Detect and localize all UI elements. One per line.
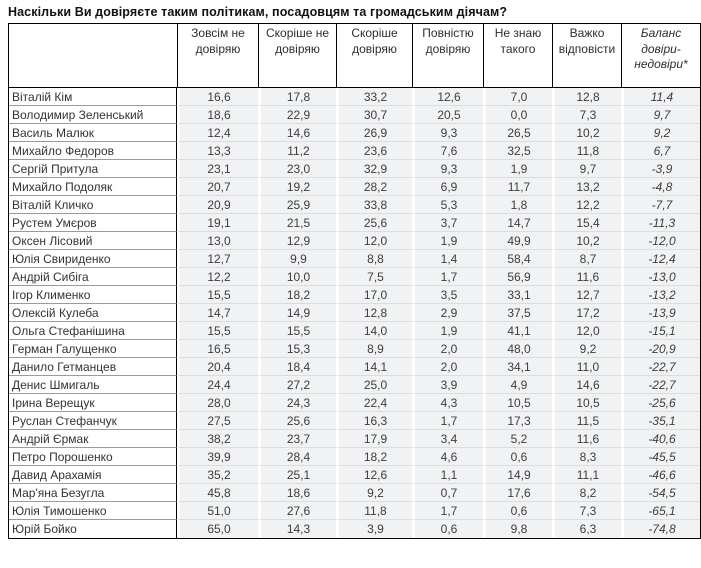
value-cell: 24,3 — [258, 394, 336, 412]
value-cell: 11,1 — [552, 466, 621, 484]
balance-cell: -74,8 — [621, 520, 700, 538]
balance-cell: -45,5 — [621, 448, 700, 466]
politician-name-cell: Данило Гетманцев — [9, 358, 177, 376]
value-cell: 12,8 — [336, 304, 412, 322]
value-cell: 51,0 — [177, 502, 258, 520]
value-cell: 12,2 — [177, 268, 258, 286]
value-cell: 7,5 — [336, 268, 412, 286]
column-header-rather-no-trust: Скоріше не довіряю — [258, 24, 336, 88]
value-cell: 10,5 — [483, 394, 552, 412]
value-cell: 8,7 — [552, 250, 621, 268]
value-cell: 12,6 — [412, 88, 483, 106]
balance-cell: -25,6 — [621, 394, 700, 412]
value-cell: 14,7 — [483, 214, 552, 232]
value-cell: 12,7 — [552, 286, 621, 304]
table-row — [9, 124, 700, 142]
value-cell: 10,0 — [258, 268, 336, 286]
value-cell: 2,9 — [412, 304, 483, 322]
value-cell: 9,2 — [552, 340, 621, 358]
balance-cell: -22,7 — [621, 376, 700, 394]
table-row — [9, 376, 700, 394]
balance-cell: -13,2 — [621, 286, 700, 304]
value-cell: 11,5 — [552, 412, 621, 430]
value-cell: 1,7 — [412, 502, 483, 520]
value-cell: 15,4 — [552, 214, 621, 232]
value-cell: 3,9 — [336, 520, 412, 538]
politician-name-cell: Андрій Єрмак — [9, 430, 177, 448]
value-cell: 4,9 — [483, 376, 552, 394]
table-row — [9, 106, 700, 124]
value-cell: 19,2 — [258, 178, 336, 196]
value-cell: 1,4 — [412, 250, 483, 268]
value-cell: 30,7 — [336, 106, 412, 124]
value-cell: 18,6 — [258, 484, 336, 502]
value-cell: 2,0 — [412, 358, 483, 376]
value-cell: 21,5 — [258, 214, 336, 232]
value-cell: 27,6 — [258, 502, 336, 520]
politician-name-cell: Віталій Кім — [9, 88, 177, 106]
politician-name-cell: Сергій Притула — [9, 160, 177, 178]
column-header-trust-balance: Баланс довіри-недовіри* — [621, 24, 700, 88]
value-cell: 1,9 — [483, 160, 552, 178]
value-cell: 9,2 — [336, 484, 412, 502]
value-cell: 20,9 — [177, 196, 258, 214]
value-cell: 20,7 — [177, 178, 258, 196]
table-row — [9, 358, 700, 376]
balance-cell: -22,7 — [621, 358, 700, 376]
value-cell: 12,6 — [336, 466, 412, 484]
value-cell: 11,2 — [258, 142, 336, 160]
balance-cell: -13,9 — [621, 304, 700, 322]
value-cell: 19,1 — [177, 214, 258, 232]
politician-name-cell: Руслан Стефанчук — [9, 412, 177, 430]
value-cell: 7,6 — [412, 142, 483, 160]
value-cell: 16,6 — [177, 88, 258, 106]
politician-name-cell: Василь Малюк — [9, 124, 177, 142]
value-cell: 5,2 — [483, 430, 552, 448]
value-cell: 45,8 — [177, 484, 258, 502]
value-cell: 13,3 — [177, 142, 258, 160]
value-cell: 34,1 — [483, 358, 552, 376]
column-header-dont-know: Не знаю такого — [483, 24, 552, 88]
table-row — [9, 250, 700, 268]
value-cell: 65,0 — [177, 520, 258, 538]
value-cell: 48,0 — [483, 340, 552, 358]
value-cell: 26,9 — [336, 124, 412, 142]
table-row — [9, 466, 700, 484]
value-cell: 22,4 — [336, 394, 412, 412]
politician-name-cell: Юлія Свириденко — [9, 250, 177, 268]
column-header-no-trust-at-all: Зовсім не довіряю — [177, 24, 258, 88]
value-cell: 18,2 — [258, 286, 336, 304]
balance-cell: -54,5 — [621, 484, 700, 502]
value-cell: 33,2 — [336, 88, 412, 106]
politician-name-cell: Михайло Федоров — [9, 142, 177, 160]
value-cell: 17,0 — [336, 286, 412, 304]
balance-cell: -7,7 — [621, 196, 700, 214]
politician-name-cell: Денис Шмигаль — [9, 376, 177, 394]
table-row — [9, 178, 700, 196]
value-cell: 35,2 — [177, 466, 258, 484]
balance-cell: -12,0 — [621, 232, 700, 250]
table-row — [9, 412, 700, 430]
table-row — [9, 340, 700, 358]
politician-name-cell: Андрій Сибіга — [9, 268, 177, 286]
politician-name-cell: Давид Арахамія — [9, 466, 177, 484]
value-cell: 1,9 — [412, 322, 483, 340]
value-cell: 17,3 — [483, 412, 552, 430]
value-cell: 23,7 — [258, 430, 336, 448]
value-cell: 16,5 — [177, 340, 258, 358]
value-cell: 39,9 — [177, 448, 258, 466]
value-cell: 0,7 — [412, 484, 483, 502]
politician-name-cell: Ірина Верещук — [9, 394, 177, 412]
value-cell: 1,7 — [412, 412, 483, 430]
value-cell: 12,2 — [552, 196, 621, 214]
value-cell: 14,0 — [336, 322, 412, 340]
value-cell: 11,6 — [552, 430, 621, 448]
value-cell: 25,6 — [258, 412, 336, 430]
value-cell: 3,9 — [412, 376, 483, 394]
politician-name-cell: Михайло Подоляк — [9, 178, 177, 196]
value-cell: 27,5 — [177, 412, 258, 430]
value-cell: 10,2 — [552, 232, 621, 250]
value-cell: 18,4 — [258, 358, 336, 376]
value-cell: 14,9 — [483, 466, 552, 484]
value-cell: 15,3 — [258, 340, 336, 358]
value-cell: 7,0 — [483, 88, 552, 106]
value-cell: 20,5 — [412, 106, 483, 124]
value-cell: 17,9 — [336, 430, 412, 448]
table-row — [9, 286, 700, 304]
value-cell: 12,0 — [336, 232, 412, 250]
balance-cell: -46,6 — [621, 466, 700, 484]
value-cell: 12,7 — [177, 250, 258, 268]
value-cell: 18,6 — [177, 106, 258, 124]
header-row — [9, 24, 700, 88]
value-cell: 4,3 — [412, 394, 483, 412]
balance-cell: -40,6 — [621, 430, 700, 448]
value-cell: 28,4 — [258, 448, 336, 466]
value-cell: 9,3 — [412, 160, 483, 178]
value-cell: 33,1 — [483, 286, 552, 304]
value-cell: 26,5 — [483, 124, 552, 142]
value-cell: 23,0 — [258, 160, 336, 178]
politician-name-cell: Юрій Бойко — [9, 520, 177, 538]
value-cell: 1,9 — [412, 232, 483, 250]
value-cell: 4,6 — [412, 448, 483, 466]
value-cell: 33,8 — [336, 196, 412, 214]
value-cell: 27,2 — [258, 376, 336, 394]
value-cell: 11,8 — [336, 502, 412, 520]
table-row — [9, 430, 700, 448]
column-header-rather-trust: Скоріше довіряю — [336, 24, 412, 88]
value-cell: 9,8 — [483, 520, 552, 538]
value-cell: 11,0 — [552, 358, 621, 376]
value-cell: 41,1 — [483, 322, 552, 340]
value-cell: 7,3 — [552, 106, 621, 124]
value-cell: 2,0 — [412, 340, 483, 358]
politician-name-cell: Юлія Тимошенко — [9, 502, 177, 520]
value-cell: 32,9 — [336, 160, 412, 178]
value-cell: 22,9 — [258, 106, 336, 124]
value-cell: 11,6 — [552, 268, 621, 286]
page-title: Наскільки Ви довіряєте таким політикам, посадовцям та громадським діячам? — [8, 5, 508, 19]
value-cell: 7,3 — [552, 502, 621, 520]
table-row — [9, 268, 700, 286]
value-cell: 12,0 — [552, 322, 621, 340]
value-cell: 11,7 — [483, 178, 552, 196]
value-cell: 56,9 — [483, 268, 552, 286]
politician-name-cell: Олексій Кулеба — [9, 304, 177, 322]
value-cell: 25,9 — [258, 196, 336, 214]
value-cell: 28,2 — [336, 178, 412, 196]
balance-cell: -13,0 — [621, 268, 700, 286]
value-cell: 8,3 — [552, 448, 621, 466]
value-cell: 6,9 — [412, 178, 483, 196]
value-cell: 14,3 — [258, 520, 336, 538]
politician-name-cell: Ігор Клименко — [9, 286, 177, 304]
value-cell: 3,4 — [412, 430, 483, 448]
value-cell: 8,9 — [336, 340, 412, 358]
value-cell: 14,1 — [336, 358, 412, 376]
value-cell: 0,6 — [412, 520, 483, 538]
value-cell: 25,6 — [336, 214, 412, 232]
value-cell: 12,4 — [177, 124, 258, 142]
politician-name-cell: Герман Галущенко — [9, 340, 177, 358]
balance-cell: -4,8 — [621, 178, 700, 196]
balance-cell: 11,4 — [621, 88, 700, 106]
value-cell: 17,2 — [552, 304, 621, 322]
value-cell: 5,3 — [412, 196, 483, 214]
balance-cell: -65,1 — [621, 502, 700, 520]
value-cell: 1,8 — [483, 196, 552, 214]
table-row — [9, 322, 700, 340]
value-cell: 17,8 — [258, 88, 336, 106]
value-cell: 3,5 — [412, 286, 483, 304]
politician-name-cell: Мар'яна Безугла — [9, 484, 177, 502]
value-cell: 12,9 — [258, 232, 336, 250]
value-cell: 16,3 — [336, 412, 412, 430]
value-cell: 28,0 — [177, 394, 258, 412]
politician-name-cell: Петро Порошенко — [9, 448, 177, 466]
value-cell: 15,5 — [177, 286, 258, 304]
politician-name-cell: Ольга Стефанішина — [9, 322, 177, 340]
value-cell: 25,0 — [336, 376, 412, 394]
balance-cell: 9,2 — [621, 124, 700, 142]
value-cell: 14,6 — [552, 376, 621, 394]
table-row — [9, 394, 700, 412]
trust-table — [8, 23, 701, 539]
value-cell: 10,2 — [552, 124, 621, 142]
column-header-name — [9, 24, 177, 88]
value-cell: 32,5 — [483, 142, 552, 160]
balance-cell: 6,7 — [621, 142, 700, 160]
balance-cell: -15,1 — [621, 322, 700, 340]
value-cell: 0,0 — [483, 106, 552, 124]
value-cell: 25,1 — [258, 466, 336, 484]
value-cell: 18,2 — [336, 448, 412, 466]
value-cell: 37,5 — [483, 304, 552, 322]
value-cell: 38,2 — [177, 430, 258, 448]
value-cell: 9,3 — [412, 124, 483, 142]
table-row — [9, 232, 700, 250]
value-cell: 3,7 — [412, 214, 483, 232]
politician-name-cell: Оксен Лісовий — [9, 232, 177, 250]
balance-cell: -11,3 — [621, 214, 700, 232]
value-cell: 15,5 — [177, 322, 258, 340]
table-row — [9, 160, 700, 178]
value-cell: 14,7 — [177, 304, 258, 322]
politician-name-cell: Володимир Зеленський — [9, 106, 177, 124]
value-cell: 1,1 — [412, 466, 483, 484]
value-cell: 23,6 — [336, 142, 412, 160]
balance-cell: -20,9 — [621, 340, 700, 358]
table-row — [9, 142, 700, 160]
value-cell: 17,6 — [483, 484, 552, 502]
value-cell: 14,6 — [258, 124, 336, 142]
value-cell: 24,4 — [177, 376, 258, 394]
table-row — [9, 196, 700, 214]
value-cell: 13,0 — [177, 232, 258, 250]
politician-name-cell: Віталій Кличко — [9, 196, 177, 214]
value-cell: 10,5 — [552, 394, 621, 412]
value-cell: 12,8 — [552, 88, 621, 106]
table-row — [9, 214, 700, 232]
value-cell: 9,7 — [552, 160, 621, 178]
value-cell: 20,4 — [177, 358, 258, 376]
value-cell: 0,6 — [483, 448, 552, 466]
column-header-fully-trust: Повністю довіряю — [412, 24, 483, 88]
table-row — [9, 484, 700, 502]
table-row — [9, 88, 700, 106]
table-row — [9, 448, 700, 466]
value-cell: 8,8 — [336, 250, 412, 268]
table-row — [9, 304, 700, 322]
value-cell: 0,6 — [483, 502, 552, 520]
value-cell: 14,9 — [258, 304, 336, 322]
table-row — [9, 502, 700, 520]
value-cell: 58,4 — [483, 250, 552, 268]
value-cell: 49,9 — [483, 232, 552, 250]
balance-cell: -3,9 — [621, 160, 700, 178]
balance-cell: -12,4 — [621, 250, 700, 268]
balance-cell: -35,1 — [621, 412, 700, 430]
value-cell: 23,1 — [177, 160, 258, 178]
value-cell: 11,8 — [552, 142, 621, 160]
value-cell: 1,7 — [412, 268, 483, 286]
value-cell: 8,2 — [552, 484, 621, 502]
value-cell: 6,3 — [552, 520, 621, 538]
balance-cell: 9,7 — [621, 106, 700, 124]
politician-name-cell: Рустем Умєров — [9, 214, 177, 232]
column-header-hard-to-answer: Важко відповісти — [552, 24, 621, 88]
table-row — [9, 520, 700, 538]
value-cell: 13,2 — [552, 178, 621, 196]
value-cell: 9,9 — [258, 250, 336, 268]
value-cell: 15,5 — [258, 322, 336, 340]
